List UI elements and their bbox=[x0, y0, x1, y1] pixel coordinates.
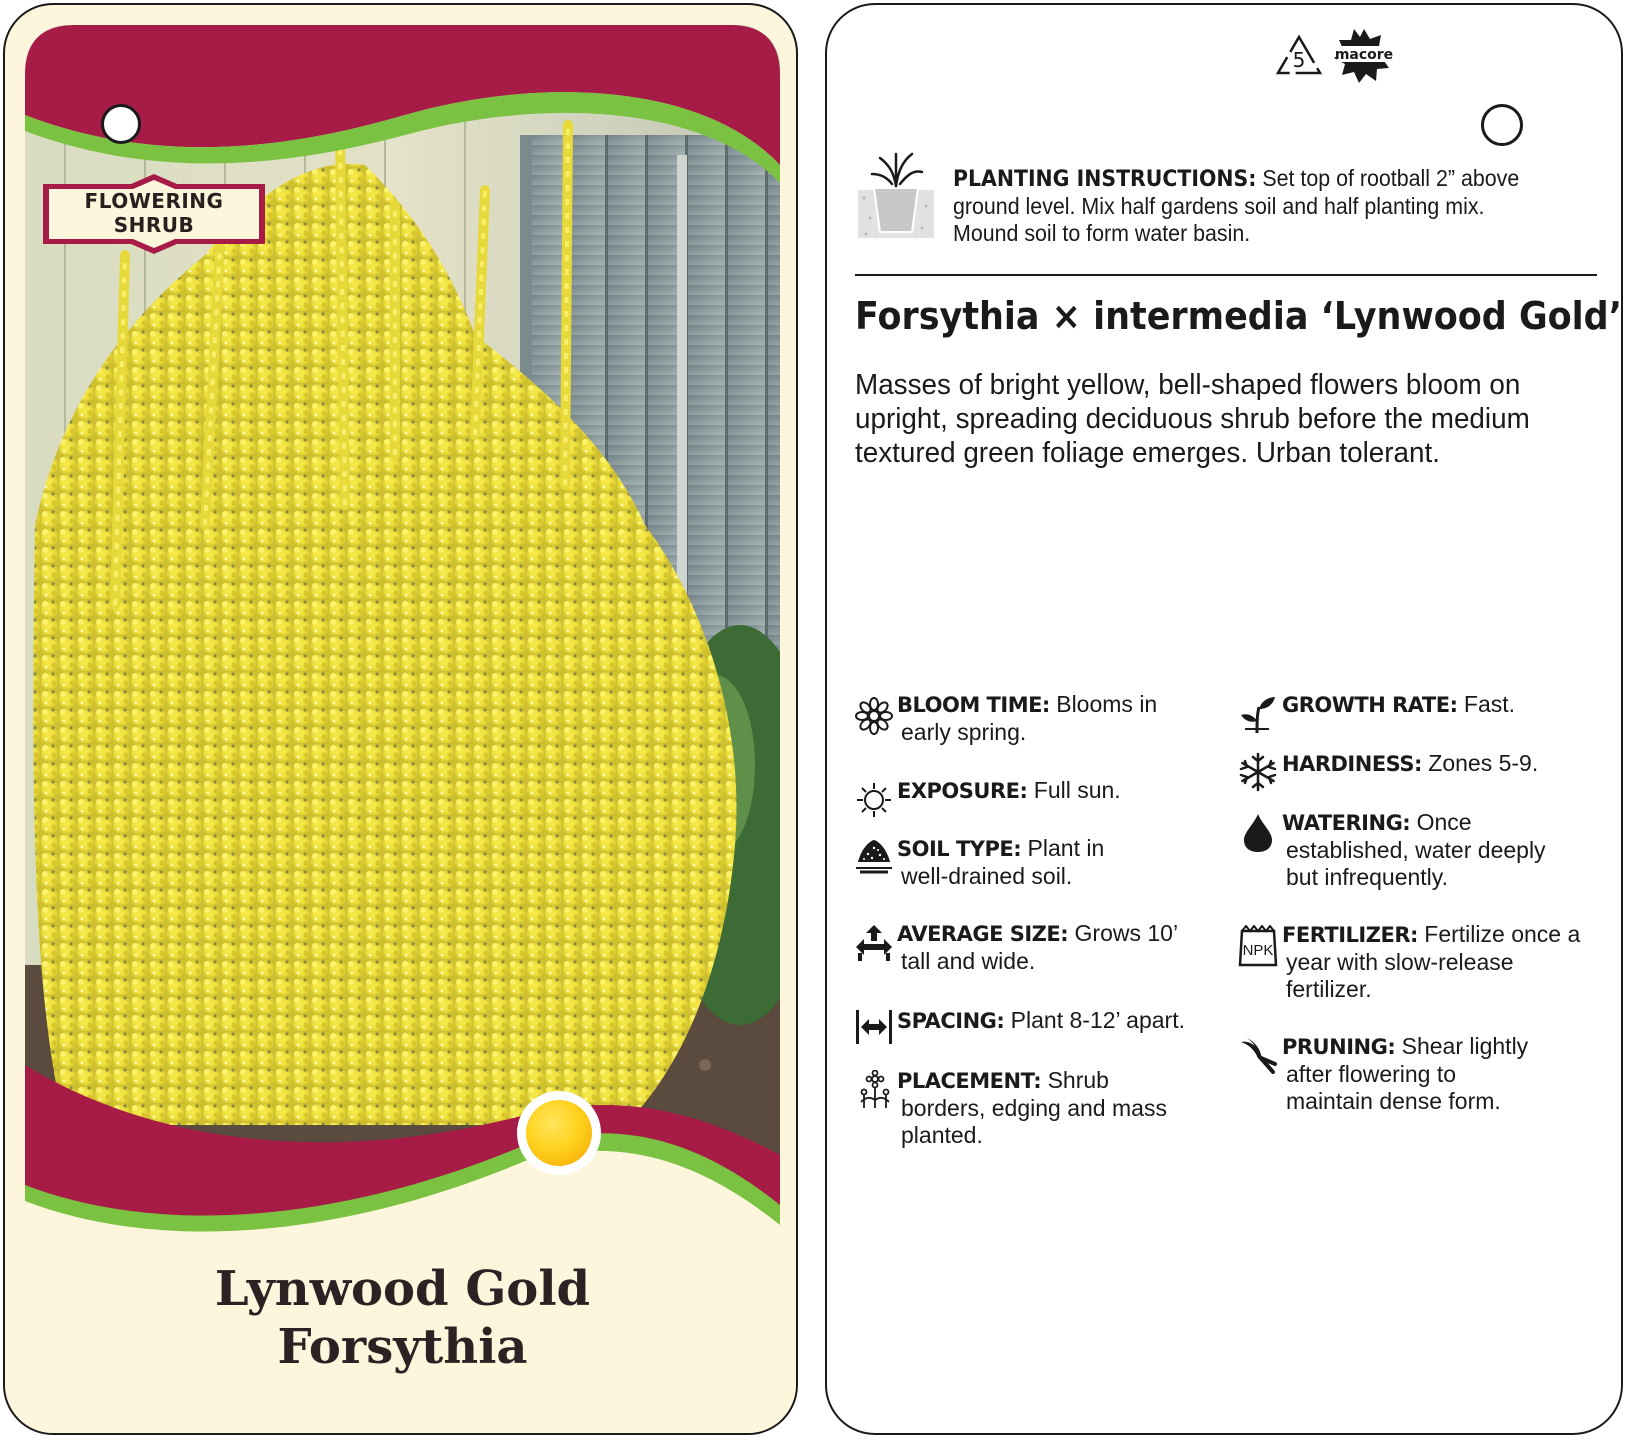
attr-line1: Fertilize once a bbox=[1417, 921, 1581, 947]
attr-line1: Once bbox=[1410, 809, 1472, 835]
attr-line1: Grows 10’ bbox=[1068, 920, 1179, 946]
attr-watering bbox=[1282, 809, 1546, 891]
attr-line1: Blooms in bbox=[1049, 691, 1158, 717]
attr-line1: Plant 8-12’ apart. bbox=[1004, 1007, 1185, 1033]
attr-line3: maintain dense form. bbox=[1286, 1088, 1501, 1114]
attr-line2: established, water deeply bbox=[1286, 837, 1546, 863]
plant-description: Masses of bright yellow, bell-shaped flowers bloom on upright, spreading deciduous shrub before the medium textured green foliage emerges. Urban tolerant. bbox=[855, 369, 1530, 469]
attr-line1: Plant in bbox=[1021, 835, 1105, 861]
attr-placement bbox=[897, 1067, 1167, 1149]
attr-line1: Shear lightly bbox=[1395, 1033, 1529, 1059]
attr-line2: year with slow-release bbox=[1286, 949, 1514, 975]
flower-icon bbox=[855, 697, 893, 735]
attr-line2: well-drained soil. bbox=[901, 863, 1073, 889]
planting-label: PLANTING INSTRUCTIONS: bbox=[953, 167, 1257, 192]
attr-soil-type bbox=[897, 835, 1104, 890]
attr-label: SPACING: bbox=[897, 1009, 1005, 1033]
attr-label: EXPOSURE: bbox=[897, 779, 1028, 803]
sprout-icon bbox=[1239, 695, 1277, 735]
attr-label: AVERAGE SIZE: bbox=[897, 922, 1069, 946]
planting-text: Set top of rootball 2” above ground level. Mix half gardens soil and half planting mix. Mound soil to form water basin. bbox=[953, 165, 1520, 246]
divider bbox=[855, 274, 1597, 276]
title-line-2: Forsythia bbox=[277, 1319, 528, 1375]
attr-line2: borders, edging and mass bbox=[901, 1095, 1167, 1121]
attr-label: FERTILIZER: bbox=[1282, 923, 1418, 947]
attr-spacing bbox=[897, 1007, 1185, 1035]
attr-label: SOIL TYPE: bbox=[897, 837, 1022, 861]
sun-exposure-icon bbox=[517, 1091, 601, 1175]
attr-label: PRUNING: bbox=[1282, 1035, 1396, 1059]
attr-label: HARDINESS: bbox=[1282, 752, 1422, 776]
spacing-arrows-icon bbox=[854, 1006, 894, 1046]
sun-icon bbox=[855, 781, 893, 819]
size-arrows-icon bbox=[854, 923, 894, 963]
attr-label: WATERING: bbox=[1282, 811, 1411, 835]
recycle-5-icon bbox=[1274, 33, 1324, 79]
badge-line-1: FLOWERING bbox=[84, 189, 224, 213]
attr-fertilizer bbox=[1282, 921, 1580, 1003]
attr-pruning bbox=[1282, 1033, 1528, 1115]
badge-line-2: SHRUB bbox=[113, 213, 195, 237]
attr-line1: Zones 5-9. bbox=[1421, 750, 1539, 776]
brand-name: macore bbox=[1334, 47, 1394, 63]
attr-label: PLACEMENT: bbox=[897, 1069, 1042, 1093]
npk-label: NPK bbox=[1242, 942, 1274, 959]
macore-logo-icon bbox=[1331, 27, 1397, 83]
hang-hole-back bbox=[1481, 104, 1523, 146]
attr-exposure bbox=[897, 777, 1121, 805]
water-drop-icon bbox=[1242, 812, 1274, 854]
attr-line1: Fast. bbox=[1457, 691, 1516, 717]
attr-line1: Shrub bbox=[1041, 1067, 1109, 1093]
attr-line2: after flowering to bbox=[1286, 1061, 1457, 1087]
snowflake-icon bbox=[1238, 752, 1278, 792]
attr-growth-rate bbox=[1282, 691, 1515, 719]
front-tag bbox=[3, 3, 798, 1435]
attr-line2: early spring. bbox=[901, 719, 1027, 745]
common-name-title bbox=[5, 1260, 798, 1376]
category-badge bbox=[41, 189, 267, 237]
attr-bloom-time bbox=[897, 691, 1157, 746]
npk-bag-icon bbox=[1238, 925, 1278, 967]
recycle-number: 5 bbox=[1292, 48, 1306, 72]
planting-pot-icon bbox=[856, 148, 936, 244]
placement-flowers-icon bbox=[855, 1070, 895, 1110]
attr-label: GROWTH RATE: bbox=[1282, 693, 1458, 717]
attr-line3: fertilizer. bbox=[1286, 976, 1372, 1002]
attr-line3: planted. bbox=[901, 1122, 983, 1148]
attr-line2: tall and wide. bbox=[901, 948, 1036, 974]
attr-line1: Full sun. bbox=[1027, 777, 1121, 803]
title-line-1: Lynwood Gold bbox=[214, 1261, 591, 1317]
pruning-shears-icon bbox=[1239, 1036, 1279, 1076]
attr-line3: but infrequently. bbox=[1286, 864, 1448, 890]
attr-average-size bbox=[897, 920, 1178, 975]
attr-label: BLOOM TIME: bbox=[897, 693, 1050, 717]
hang-hole-front bbox=[101, 104, 141, 144]
soil-icon bbox=[854, 836, 894, 876]
attr-hardiness bbox=[1282, 750, 1538, 778]
botanical-name: Forsythia × intermedia ‘Lynwood Gold’ bbox=[855, 294, 1622, 338]
planting-instructions bbox=[953, 165, 1539, 247]
